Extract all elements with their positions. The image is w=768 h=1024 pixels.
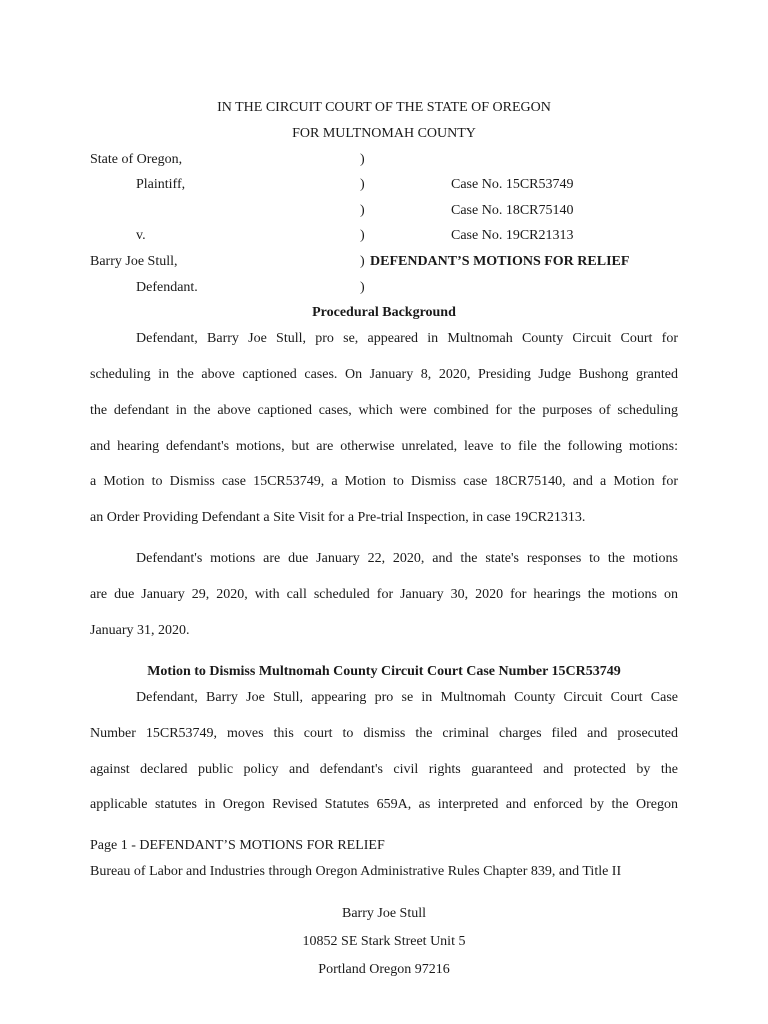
paragraph-line: applicable statutes in Oregon Revised Statutes 659A, as interpreted and enforced by the Oregon bbox=[90, 797, 678, 812]
paragraph-line: against declared public policy and defendant's civil rights guaranteed and protected by the bbox=[90, 762, 678, 777]
document-title: DEFENDANT’S MOTIONS FOR RELIEF bbox=[370, 254, 630, 269]
caption-plaintiff-role: Plaintiff, bbox=[136, 177, 186, 192]
paragraph-line: January 31, 2020. bbox=[90, 623, 190, 638]
paragraph-line: an Order Providing Defendant a Site Visit for a Pre-trial Inspection, in case 19CR21313. bbox=[90, 510, 586, 525]
footer-street: 10852 SE Stark Street Unit 5 bbox=[302, 934, 466, 949]
case-number-3: Case No. 19CR21313 bbox=[451, 228, 574, 243]
case-number-1: Case No. 15CR53749 bbox=[451, 177, 574, 192]
caption-paren: ) bbox=[360, 228, 365, 243]
paragraph-line: the defendant in the above captioned cases, which were combined for the purposes of scheduling bbox=[90, 403, 678, 418]
caption-defendant-name: Barry Joe Stull, bbox=[90, 254, 178, 269]
paragraph-line: Defendant's motions are due January 22, 2020, and the state's responses to the motions bbox=[136, 551, 678, 566]
paragraph-line: scheduling in the above captioned cases. On January 8, 2020, Presiding Judge Bushong granted bbox=[90, 367, 678, 382]
caption-versus: v. bbox=[136, 228, 146, 243]
paragraph-line: are due January 29, 2020, with call scheduled for January 30, 2020 for hearings the motions on bbox=[90, 587, 678, 602]
caption-plaintiff-name: State of Oregon, bbox=[90, 152, 183, 167]
caption-paren: ) bbox=[360, 152, 365, 167]
footer-city: Portland Oregon 97216 bbox=[318, 962, 450, 977]
caption-paren: ) bbox=[360, 280, 365, 295]
caption-paren: ) bbox=[360, 254, 365, 269]
footer-name: Barry Joe Stull bbox=[342, 906, 426, 921]
caption-paren: ) bbox=[360, 203, 365, 218]
court-name-line2: FOR MULTNOMAH COUNTY bbox=[292, 126, 476, 141]
continuation-line: Bureau of Labor and Industries through Oregon Administrative Rules Chapter 839, and Title II bbox=[90, 864, 622, 879]
court-name-line1: IN THE CIRCUIT COURT OF THE STATE OF OREGON bbox=[217, 100, 551, 115]
paragraph-line: and hearing defendant's motions, but are otherwise unrelated, leave to file the following motions: bbox=[90, 439, 678, 454]
section-heading-procedural: Procedural Background bbox=[312, 305, 456, 320]
paragraph-line: Defendant, Barry Joe Stull, pro se, appeared in Multnomah County Circuit Court for bbox=[136, 331, 678, 346]
paragraph-line: Number 15CR53749, moves this court to dismiss the criminal charges filed and prosecuted bbox=[90, 726, 678, 741]
section-heading-motion-dismiss: Motion to Dismiss Multnomah County Circuit Court Case Number 15CR53749 bbox=[147, 664, 621, 679]
paragraph-line: Defendant, Barry Joe Stull, appearing pro se in Multnomah County Circuit Court Case bbox=[136, 690, 678, 705]
page-footer-label: Page 1 - DEFENDANT’S MOTIONS FOR RELIEF bbox=[90, 838, 385, 853]
caption-defendant-role: Defendant. bbox=[136, 280, 198, 295]
caption-paren: ) bbox=[360, 177, 365, 192]
case-number-2: Case No. 18CR75140 bbox=[451, 203, 574, 218]
paragraph-line: a Motion to Dismiss case 15CR53749, a Motion to Dismiss case 18CR75140, and a Motion for bbox=[90, 474, 678, 489]
